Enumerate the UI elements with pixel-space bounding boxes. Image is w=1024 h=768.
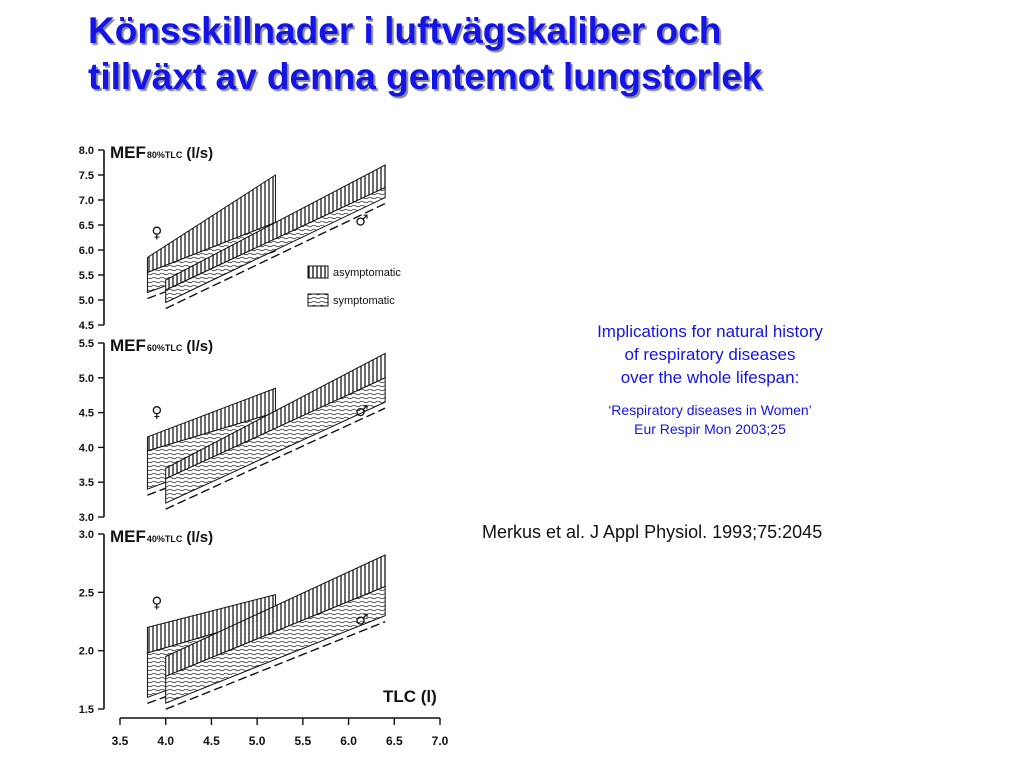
y-tick-label-3-1: 2.0 (78, 645, 94, 658)
y-tick-label-1-6: 7.5 (78, 170, 94, 182)
y-axis-label-3: MEF40%TLC (l/s) (110, 527, 214, 546)
note-line-1: Implications for natural history (597, 322, 823, 341)
y-tick-label-2-5: 5.5 (78, 338, 94, 350)
note-line-3: over the whole lifespan: (620, 368, 800, 387)
x-tick-label-2: 4.5 (203, 734, 220, 748)
implications-note (490, 320, 930, 439)
y-tick-label-1-0: 4.5 (78, 320, 94, 332)
y-tick-label-3-0: 1.5 (78, 704, 94, 716)
note-journal: Eur Respir Mon 2003;25 (634, 421, 786, 437)
y-axis-label-1: MEF80%TLC (l/s) (110, 143, 214, 162)
x-tick-label-4: 5.5 (294, 734, 312, 748)
x-tick-label-6: 6.5 (385, 734, 403, 748)
male-symbol-3: ♂ (355, 610, 369, 629)
x-tick-label-3: 5.0 (248, 734, 266, 748)
female-symbol-2: ♀ (151, 402, 163, 421)
legend-swatch-symptomatic (308, 294, 328, 306)
x-tick-label-1: 4.0 (157, 734, 175, 748)
slide-title-line-1: Könsskillnader i luftvägskaliber och (88, 10, 722, 51)
female-symbol-1: ♀ (151, 223, 163, 242)
y-tick-label-2-2: 4.0 (78, 442, 94, 455)
y-tick-label-2-1: 3.5 (78, 477, 94, 490)
female-symbol-3: ♀ (151, 593, 163, 612)
x-tick-label-7: 7.0 (431, 734, 449, 748)
male-symbol-2: ♂ (355, 401, 369, 420)
legend-label-asymptomatic: asymptomatic (333, 267, 401, 279)
y-tick-label-1-5: 7.0 (78, 195, 94, 207)
y-tick-label-1-7: 8.0 (78, 145, 94, 157)
male-symbol-1: ♂ (355, 211, 369, 230)
y-tick-label-2-0: 3.0 (78, 512, 94, 524)
citation: Merkus et al. J Appl Physiol. 1993;75:2045 (482, 522, 823, 542)
y-axis-label-2: MEF60%TLC (l/s) (110, 336, 214, 355)
y-tick-label-2-3: 4.5 (78, 407, 94, 420)
x-tick-label-5: 6.0 (340, 734, 357, 748)
y-tick-label-1-3: 6.0 (78, 245, 94, 257)
slide-title-line-2: tillväxt av denna gentemot lungstorlek (88, 56, 763, 97)
note-quote: ‘Respiratory diseases in Women’ (608, 402, 812, 418)
y-tick-label-1-1: 5.0 (78, 295, 94, 307)
x-tick-label-0: 3.5 (111, 734, 129, 748)
y-tick-label-1-2: 5.5 (78, 270, 94, 282)
legend-label-symptomatic: symptomatic (333, 295, 395, 307)
y-tick-label-2-4: 5.0 (78, 372, 94, 385)
x-axis-label: TLC (l) (383, 687, 437, 706)
y-tick-label-3-2: 2.5 (78, 587, 94, 600)
y-tick-label-3-3: 3.0 (78, 529, 94, 541)
y-tick-label-1-4: 6.5 (78, 220, 94, 232)
legend-swatch-asymptomatic (308, 266, 328, 278)
note-line-2: of respiratory diseases (624, 345, 796, 364)
